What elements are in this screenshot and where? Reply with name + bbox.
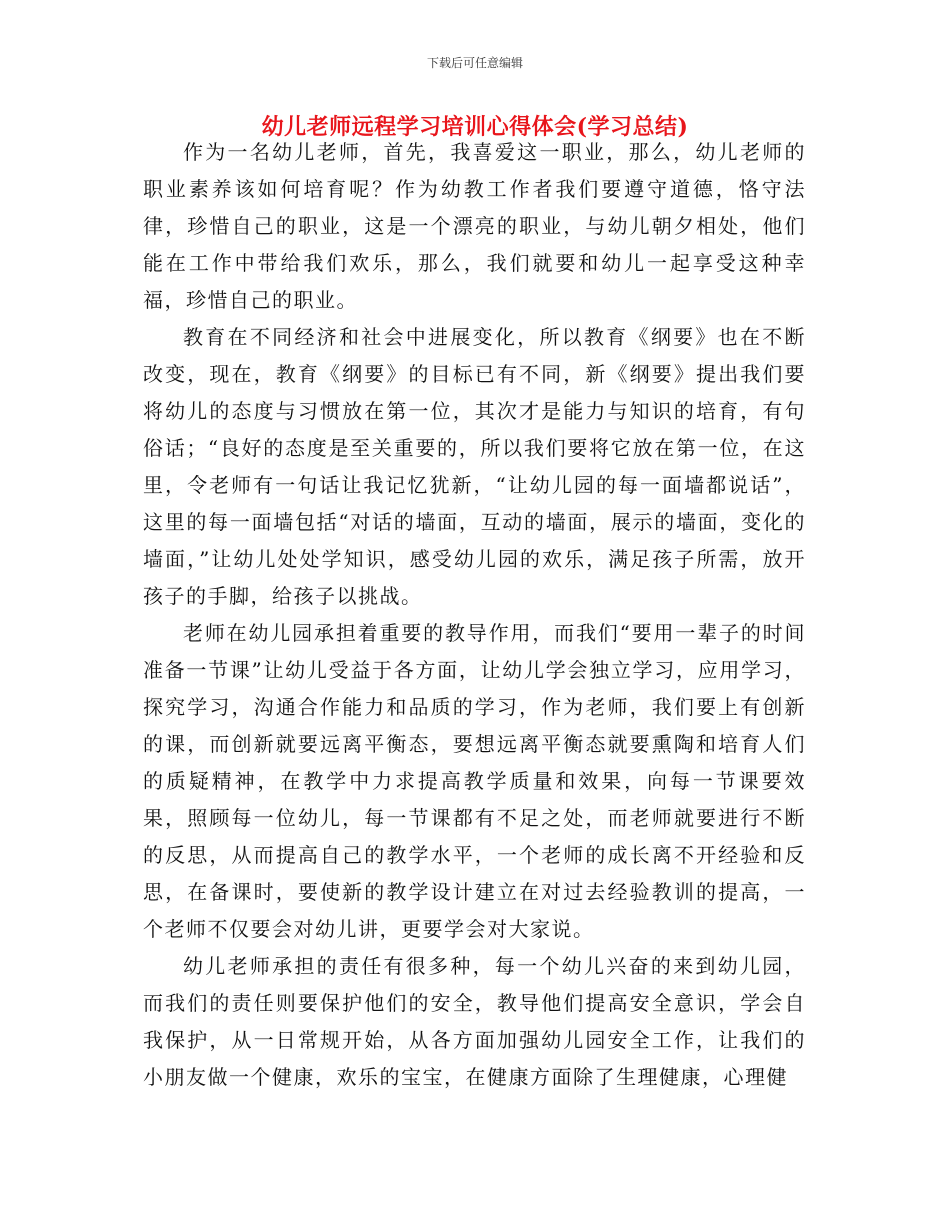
document-body xyxy=(143,134,806,1096)
header-note: 下载后可任意编辑 xyxy=(426,56,523,70)
paragraph-4: 幼儿老师承担的责任有很多种，每一个幼儿兴奋的来到幼儿园，而我们的责任则要保护他们的安全，教导他们提高安全意识，学会自我保护，从一日常规开始，从各方面加强幼儿园安全工作，让我们的小朋友做一个健康，欢乐的宝宝，在健康方面除了生理健康，心理健 xyxy=(143,954,806,1089)
paragraph-2: 教育在不同经济和社会中进展变化，所以教育《纲要》也在不断改变，现在，教育《纲要》的目标已有不同，新《纲要》提出我们要将幼儿的态度与习惯放在第一位，其次才是能力与知识的培育，有句俗话；“良好的态度是至关重要的，所以我们要将它放在第一位，在这里，令老师有一句话让我记忆犹新，“让幼儿园的每一面墙都说话”，这里的每一面墙包括“对话的墙面，互动的墙面，展示的墙面，变化的墙面，”让幼儿处处学知识，感受幼儿园的欢乐，满足孩子所需，放开孩子的手脚，给孩子以挑战。 xyxy=(143,325,806,608)
document-title: 幼儿老师远程学习培训心得体会(学习总结) xyxy=(261,114,689,140)
paragraph-1: 作为一名幼儿老师，首先，我喜爱这一职业，那么，幼儿老师的职业素养该如何培育呢？作为幼教工作者我们要遵守道德，恪守法律，珍惜自己的职业，这是一个漂亮的职业，与幼儿朝夕相处，他们能在工作中带给我们欢乐，那么，我们就要和幼儿一起享受这种幸福，珍惜自己的职业。 xyxy=(143,140,806,312)
paragraph-3: 老师在幼儿园承担着重要的教导作用，而我们“要用一辈子的时间准备一节课”让幼儿受益于各方面，让幼儿学会独立学习，应用学习，探究学习，沟通合作能力和品质的学习，作为老师，我们要上有创新的课，而创新就要远离平衡态，要想远离平衡态就要熏陶和培育人们的质疑精神，在教学中力求提高教学质量和效果，向每一节课要效果，照顾每一位幼儿，每一节课都有不足之处，而老师就要进行不断的反思，从而提高自己的教学水平，一个老师的成长离不开经验和反思，在备课时，要使新的教学设计建立在对过去经验教训的提高，一个老师不仅要会对幼儿讲，更要学会对大家说。 xyxy=(143,621,806,941)
